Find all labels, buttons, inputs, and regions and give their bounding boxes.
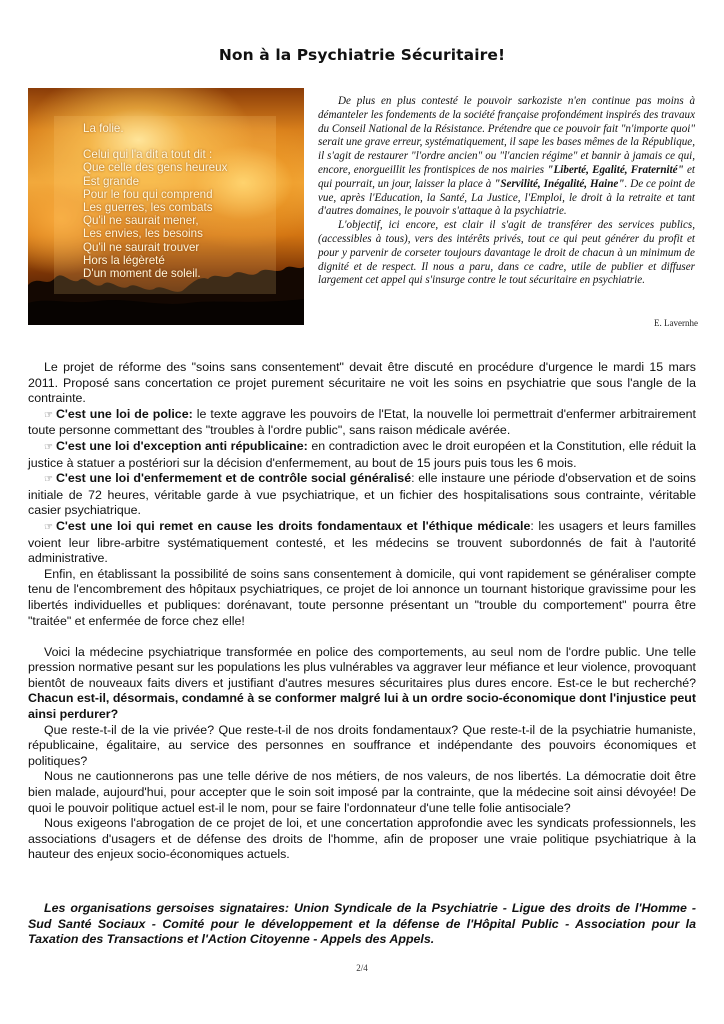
bullet-paragraph	[28, 519, 696, 567]
poem-title: La folie.	[83, 122, 124, 135]
body-paragraph: Nous exigeons l'abrogation de ce projet de loi, et une concertation approfondie avec les syndicats professionnels, les associations d'usagers et de défense des droits de l'homme, afin de proposer une vraie politique psychiatrique à la hauteur des enjeux socio-économiques actuels.	[28, 816, 696, 862]
author-signature: E. Lavernhe	[654, 318, 698, 328]
poem-line: Qu'il ne saurait trouver	[83, 240, 200, 254]
poem-photo	[28, 88, 304, 325]
intro-paragraph: L'objectif, ici encore, est clair il s'agit de transférer des services publics, (accessibles à tous), vers des intérêts privés, tout ce qui peut générer du profit et pour y parvenir de corseter toujours davantage le droit de chacun à un minimum de dignité et de respect. Il nous a paru, dans ce cadre, utile de publier et diffuser largement cet appel qui s'insurge contre le tout sécuritaire en psychiatrie.	[318, 219, 695, 287]
poem	[83, 122, 227, 280]
pointing-hand-icon: ☞	[44, 409, 53, 421]
bullet-text: le texte aggrave les pouvoirs de l'Etat, la nouvelle loi permettrait d'enfermer arbitrairement toute personne commettant des "troubles à l'ordre public", sans raison médicale avérée.	[28, 406, 696, 438]
page-number: 2/4	[356, 963, 368, 973]
body-bold-question: Chacun est-il, désormais, condamné à se conformer malgré lui à un ordre socio-économique dont l'injustice peut ainsi perdurer?	[28, 691, 696, 722]
intro-text-run: . De ce point de vue, après l'Education, la Santé, La Justice, l'Emploi, le droit à la retraite et tant d'autres domaines, le pouvoir s'attaque à la psychiatrie.	[318, 177, 695, 218]
bullet-text: en contradiction avec le droit européen et la Constitution, elle réduit la justice à statuer a postériori sur la décision d'enfermement, au bout de 15 jours puis tous les 6 mois.	[28, 438, 696, 470]
pointing-hand-icon: ☞	[44, 441, 53, 453]
bullet-heading: C'est une loi de police:	[55, 406, 193, 421]
pointing-hand-icon: ☞	[44, 521, 53, 533]
body-text-run: Voici la médecine psychiatrique transformée en police des comportements, au seul nom de l'ordre public. Une telle pression normative pesant sur les populations les plus vulnérables va aggraver leur méfiance et leur violence, provoquant bientôt de nouveaux faits divers et justifiant d'autres mesures sécuritaires plus dures encore. Est-ce le but recherché?	[28, 644, 696, 690]
poem-line: Pour le fou qui comprend	[83, 187, 213, 201]
intro-bold-counter-motto: "Servilité, Inégalité, Haine"	[494, 177, 625, 190]
signatories: Les organisations gersoises signataires: Union Syndicale de la Psychiatrie - Ligue des droits de l'Homme - Sud Santé Sociaux - Comité pour le développement et la défense de l'Hôpital Public - Association pour la Taxation des Transactions et l'Action Citoyenne - Appels des Appels.	[28, 901, 696, 947]
bullet-paragraph	[28, 439, 696, 471]
intro-text	[318, 95, 695, 288]
poem-line: Les envies, les besoins	[83, 227, 203, 241]
body-paragraph	[28, 645, 696, 723]
poem-line: Les guerres, les combats	[83, 201, 213, 215]
bullet-heading: C'est une loi d'enfermement et de contrôle social généralisé	[55, 471, 412, 486]
intro-bold-motto: "Liberté, Egalité, Fraternité"	[547, 163, 684, 176]
bullet-paragraph	[28, 471, 696, 519]
bullet-heading: C'est une loi qui remet en cause les droits fondamentaux et l'éthique médicale	[55, 518, 531, 533]
intro-text-run: et qui pourrait, un jour, laisser la place à	[318, 163, 696, 190]
body-paragraph: Le projet de réforme des "soins sans consentement" devait être discuté en procédure d'urgence le mardi 15 mars 2011. Proposé sans concertation ce projet purement sécuritaire ne voit les soins en psychiatrie que sous l'angle de la contrainte.	[28, 360, 696, 406]
page-title: Non à la Psychiatrie Sécuritaire!	[218, 46, 506, 64]
poem-line: Est grande	[83, 174, 140, 188]
pointing-hand-icon: ☞	[44, 474, 53, 486]
bullet-heading: C'est une loi d'exception anti républicaine:	[55, 438, 308, 453]
main-body	[28, 360, 696, 863]
poem-line: Qu'il ne saurait mener,	[83, 214, 199, 228]
bullet-text: : les usagers et leurs familles voient leur libre-arbitre systématiquement contesté, et les médecins se trouvent subordonnés de fait à l'autorité administrative.	[28, 518, 696, 566]
body-paragraph: Que reste-t-il de la vie privée? Que reste-t-il de nos droits fondamentaux? Que reste-t-il de la psychiatrie humaniste, républicaine, égalitaire, au service des personnes en souffrance et indépendante des pouvoirs économiques et politiques?	[28, 722, 696, 768]
bullet-text: : elle instaure une période d'observation et de soins initiale de 72 heures, véritable garde à vue psychiatrique, et un fichier des hospitalisations sous contrainte, véritable casier psychiatrique.	[28, 471, 696, 518]
intro-paragraph	[318, 95, 695, 219]
poem-line: Hors la légèreté	[83, 253, 165, 267]
body-paragraph: Enfin, en établissant la possibilité de soins sans consentement à domicile, qui vont rapidement se généraliser compte tenu de l'encombrement des hôpitaux psychiatriques, ce projet de loi annonce un tournant historique gravissime pour les libertés individuelles et publiques: dorénavant, toute personne présentant un "trouble du comportement" pourra être "traitée" et enfermée de force chez elle!	[28, 566, 696, 628]
poem-line: Celui qui l'a dit a tout dit :	[83, 148, 213, 162]
body-paragraph: Nous ne cautionnerons pas une telle dérive de nos métiers, de nos valeurs, de nos libertés. La démocratie doit être bien malade, aujourd'hui, pour accepter que le soin soit imposé par la contrainte, que la médecine soit ainsi dévoyée! De quoi le pouvoir politique actuel est-il le nom, pour se faire l'ordonnateur d'une telle folie antisociale?	[28, 769, 696, 815]
poem-line: D'un moment de soleil.	[83, 267, 201, 281]
poem-line: Que celle des gens heureux	[83, 161, 228, 175]
intro-text-run: De plus en plus contesté le pouvoir sarkoziste n'en continue pas moins à démanteler les fondements de la société française profondément inspirés des travaux du Conseil National de la Résistance. Prétendre que ce pouvoir fait "n'importe quoi" serait une grave erreur, systématiquement, il sape les bases mêmes de la République, il s'agit de restaurer "l'ordre ancien" ou "l'ancien régime" et bannir à jamais ce qui, encore, enorgueillit les frontispices de nos mairies	[318, 95, 696, 176]
bullet-paragraph	[28, 407, 696, 439]
